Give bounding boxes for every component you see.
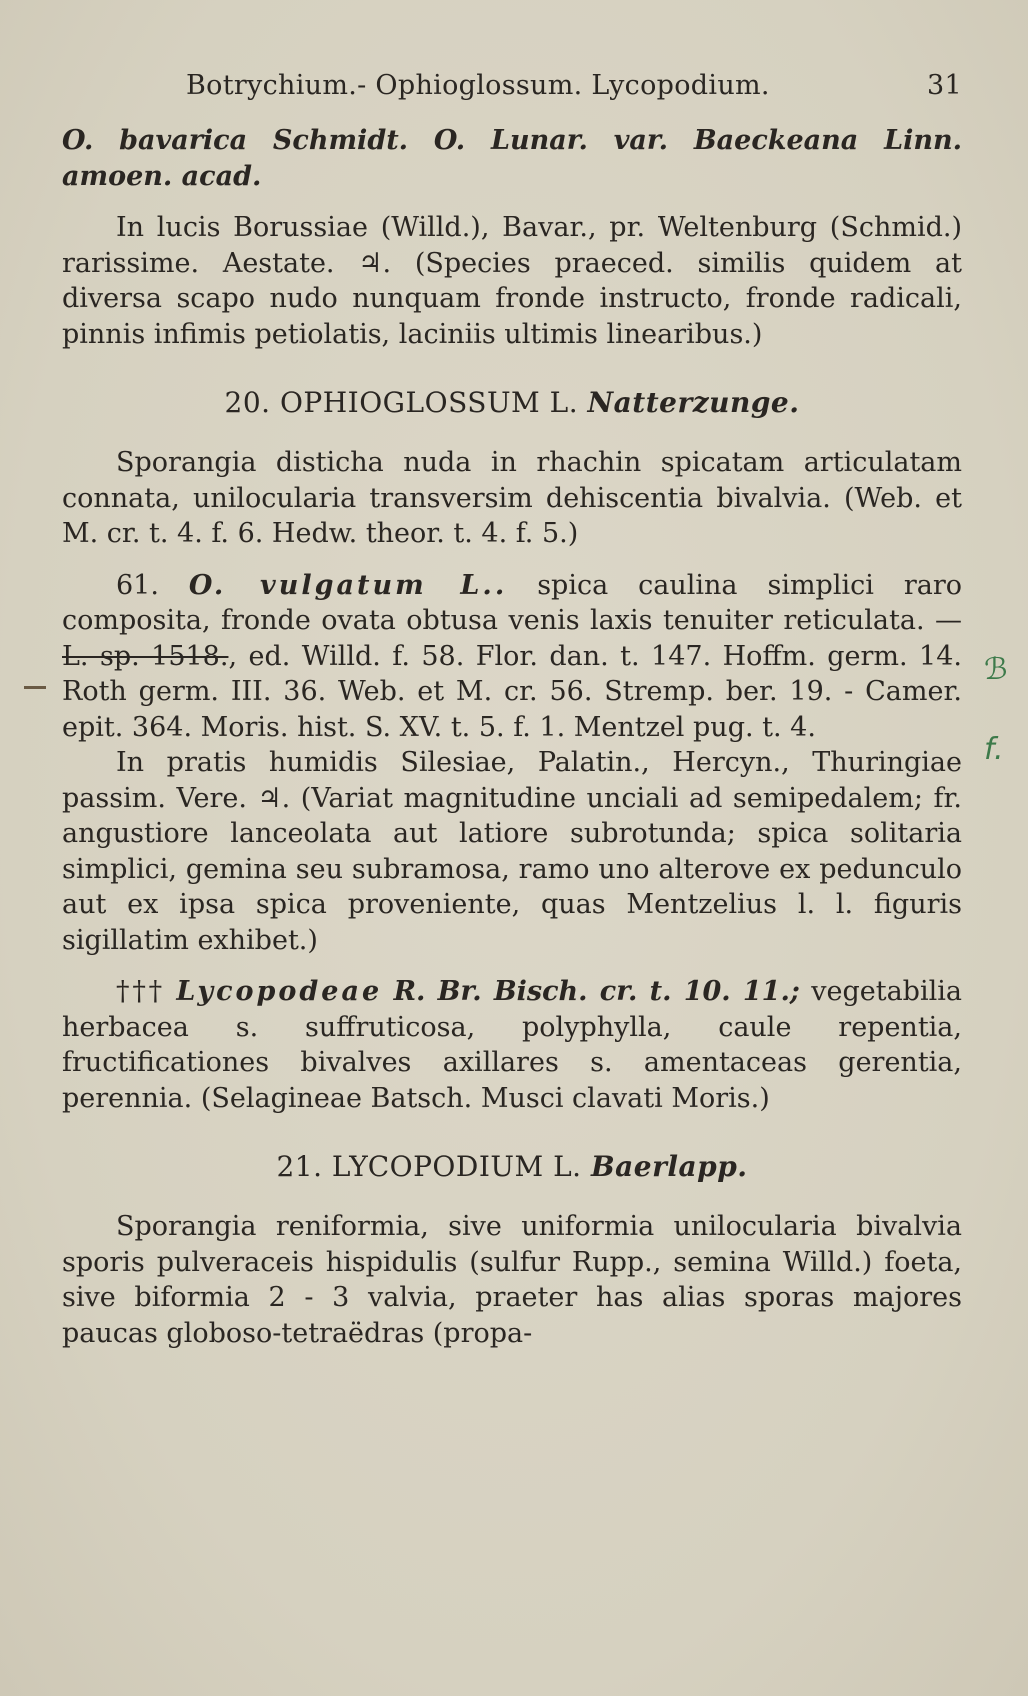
- genus-heading-21: 21. LYCOPODIUM L. Baerlapp.: [276, 1150, 748, 1183]
- margin-note-1: ℬ: [984, 652, 1008, 687]
- margin-note-2: f.: [984, 732, 1004, 767]
- genus-heading-20: 20. OPHIOGLOSSUM L. Natterzunge.: [224, 386, 800, 419]
- margin-dash: [24, 686, 46, 689]
- habitat-paragraph: In lucis Borussiae (Willd.), Bavar., pr. Weltenburg (Schmid.) rarissime. Aestate. ♃. (Species praeced. similis quidem at diversa scapo nudo nunquam fronde instructo, fronde radicali, pinnis infimis petiolatis, laciniis ultimis linearibus.): [62, 212, 962, 350]
- species-61-habitat: In pratis humidis Silesiae, Palatin., Hercyn., Thuringiae passim. Vere. ♃. (Variat magnitudine unciali ad semipedalem; fr. angustiore lanceolata aut latiore subrotunda; spica solitaria simplici, gemina seu subramosa, ramo uno alterove ex pedunculo aut ex ipsa spica proveniente, quas Mentzelius l. l. figuris sigillatim exhibet.): [62, 747, 962, 956]
- species-61-entry: 61. O. vulgatum L.. spica caulina simplici raro composita, fronde ovata obtusa venis laxis tenuiter reticulata. — L. sp. 1518., ed. Willd. f. 58. Flor. dan. t. 147. Hoffm. germ. 14. Roth germ. III. 36. Web. et M. cr. 56. Stremp. ber. 19. - Camer. epit. 364. Moris. hist. S. XV. t. 5. f. 1. Mentzel pug. t. 4.: [62, 569, 962, 743]
- page-text: [62, 70, 962, 1351]
- genus-description-20: Sporangia disticha nuda in rhachin spicatam articulatam connata, unilocularia transversim dehiscentia bivalvia. (Web. et M. cr. t. 4. f. 6. Hedw. theor. t. 4. f. 5.): [62, 447, 962, 549]
- page-number: 31: [927, 70, 962, 101]
- running-header: [62, 70, 962, 101]
- synonym-line: O. bavarica Schmidt. O. Lunar. var. Baeckeana Linn. amoen. acad.: [62, 125, 962, 192]
- tribe-entry: ††† Lycopodeae R. Br. Bisch. cr. t. 10. 11.; vegetabilia herbacea s. suffruticosa, polyphylla, caule repentia, fructificationes bivalves axillares s. amentaceas gerentia, perennia. (Selagineae Batsch. Musci clavati Moris.): [62, 976, 962, 1114]
- genus-description-21: Sporangia reniformia, sive uniformia unilocularia bivalvia sporis pulveraceis hispidulis (sulfur Rupp., semina Willd.) foeta, sive biformia 2 - 3 valvia, praeter has alias sporas majores paucas globoso-tetraëdras (propa-: [62, 1211, 962, 1349]
- running-title: Botrychium.- Ophioglossum. Lycopodium.: [186, 70, 770, 101]
- struck-reference: L. sp. 1518.: [62, 640, 229, 672]
